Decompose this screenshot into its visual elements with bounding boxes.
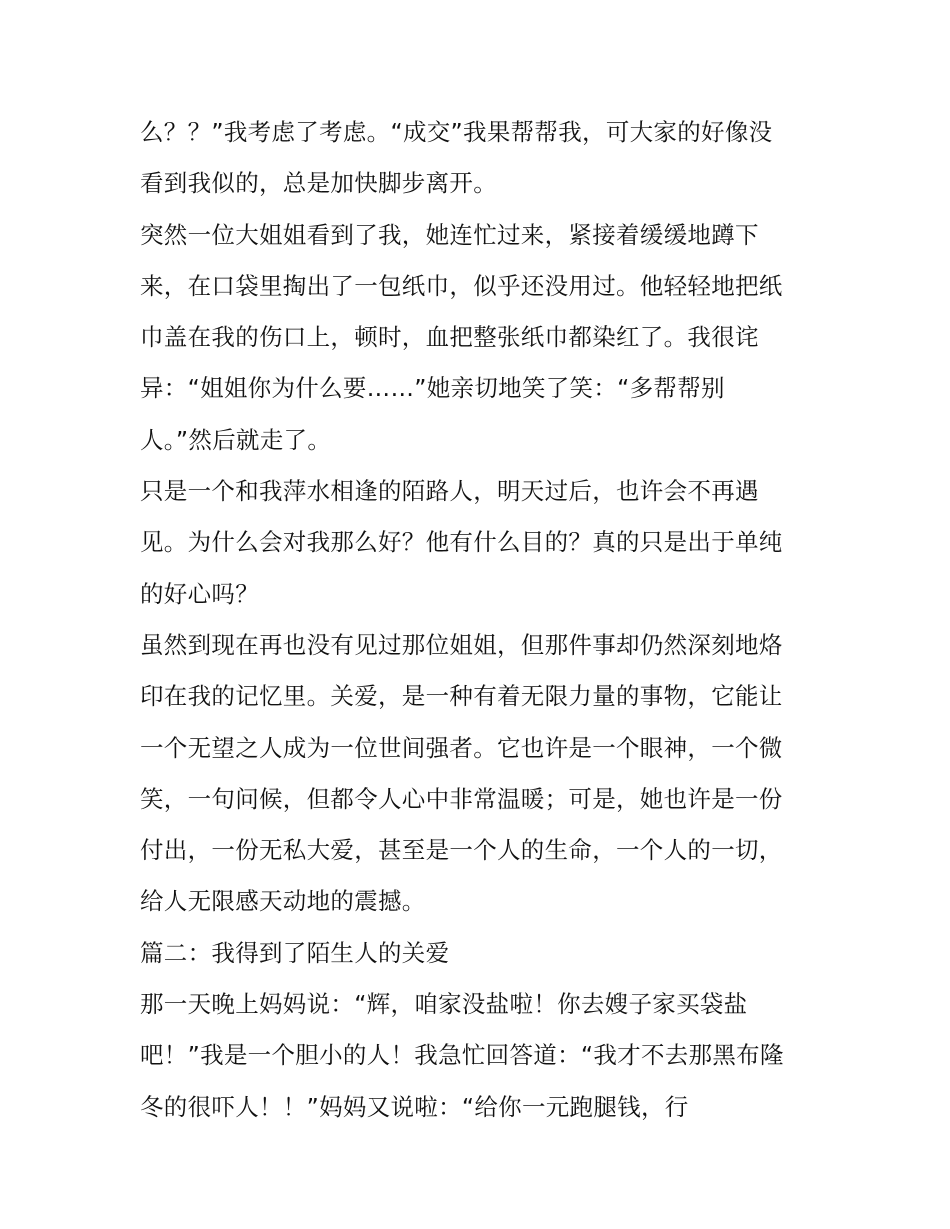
- text-line: 突然一位大姐姐看到了我，她连忙过来，紧接着缓缓地蹲下: [140, 220, 759, 249]
- text-line: 印在我的记忆里。关爱，是一种有着无限力量的事物，它能让: [140, 682, 783, 711]
- text-line: 异：“姐姐你为什么要……”她亲切地笑了笑：“多帮帮别: [140, 374, 725, 403]
- text-line: 巾盖在我的伤口上，顿时，血把整张纸巾都染红了。我很诧: [140, 323, 759, 352]
- text-line: 一个无望之人成为一位世间强者。它也许是一个眼神，一个微: [140, 733, 783, 762]
- text-line: 的好心吗？: [140, 579, 259, 608]
- text-line: 只是一个和我萍水相逢的陌路人，明天过后，也许会不再遇: [140, 477, 759, 506]
- text-line: 冬的很吓人！！”妈妈又说啦：“给你一元跑腿钱，行: [140, 1092, 689, 1121]
- text-line: 那一天晚上妈妈说：“辉，咱家没盐啦！你去嫂子家买袋盐: [140, 990, 748, 1019]
- text-line: 人。”然后就走了。: [140, 425, 332, 454]
- text-line: 给人无限感天动地的震撼。: [140, 887, 426, 916]
- text-line: 虽然到现在再也没有见过那位姐姐，但那件事却仍然深刻地烙: [140, 630, 783, 659]
- text-line: 笑，一句问候，但都令人心中非常温暖；可是，她也许是一份: [140, 784, 783, 813]
- text-line: 看到我似的，总是加快脚步离开。: [140, 169, 497, 198]
- text-line: 来，在口袋里掏出了一包纸巾，似乎还没用过。他轻轻地把纸: [140, 271, 783, 300]
- text-line: 付出，一份无私大爱，甚至是一个人的生命，一个人的一切，: [140, 836, 783, 865]
- document-body: [140, 107, 820, 1133]
- text-line: 么？？”我考虑了考虑。“成交”我果帮帮我，可大家的好像没: [140, 118, 773, 146]
- section-heading: 篇二：我得到了陌生人的关爱: [140, 938, 450, 967]
- text-line: 吧！”我是一个胆小的人！我急忙回答道：“我才不去那黑布隆: [140, 1041, 784, 1070]
- text-line: 见。为什么会对我那么好？他有什么目的？真的只是出于单纯: [140, 528, 783, 557]
